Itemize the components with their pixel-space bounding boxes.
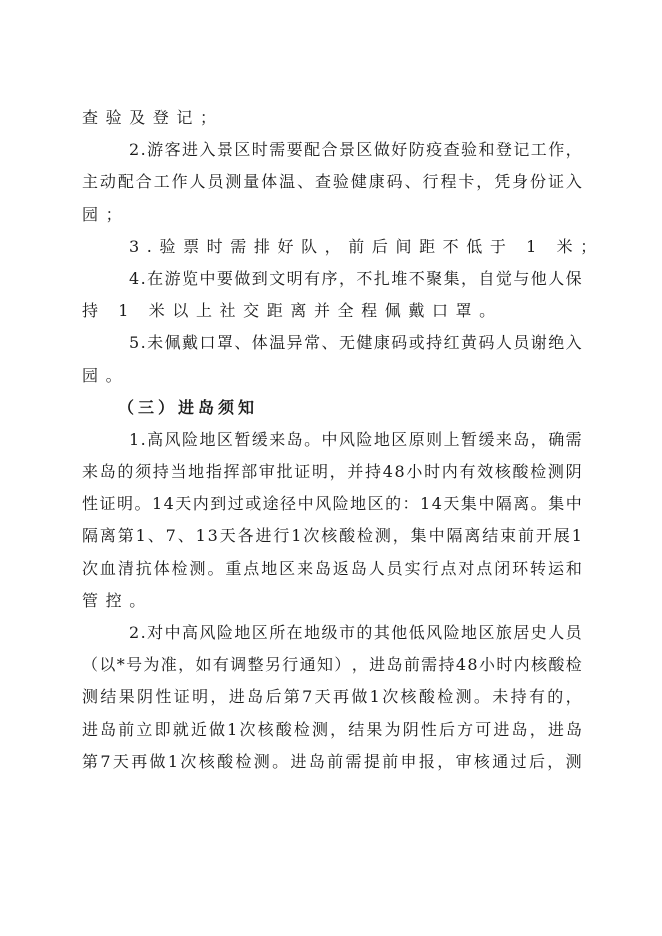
text-line: [82, 295, 582, 327]
line-text: 主 动 配 合 工 作 人 员 测 量 体 温 、 查 验 健 康 码 、 行 程 卡 ， 凭 身 份 证 入: [82, 172, 582, 192]
line-text: 2 . 对 中 高 风 险 地 区 所 在 地 级 市 的 其 他 低 风 险 地 区 旅 居 史 人 员: [129, 623, 582, 642]
line-text: 园。: [82, 365, 130, 385]
text-line: [82, 231, 604, 263]
text-line: [82, 617, 582, 649]
text-line: [82, 456, 582, 488]
text-line: [82, 649, 582, 681]
line-text: 查验及登记；: [82, 108, 224, 127]
line-text: 进 岛 前 立 即 就 近 做 1 次 核 酸 检 测 ， 结 果 为 阴 性 后 方 可 进 岛 ， 进 岛: [82, 719, 582, 739]
text-line: [82, 520, 582, 552]
line-text: 5 . 未 佩 戴 口 罩 、 体 温 异 常 、 无 健 康 码 或 持 红 黄 码 人 员 谢 绝 入: [129, 333, 582, 353]
line-text: 次 血 清 抗 体 检 测 。 重 点 地 区 来 岛 返 岛 人 员 实 行 点 对 点 闭 环 转 运 和: [82, 558, 582, 578]
text-line: [82, 134, 582, 166]
text-line: [82, 714, 582, 746]
text-line: [82, 424, 582, 456]
line-text: （三）进岛须知: [118, 397, 259, 417]
text-line: [82, 681, 582, 713]
line-text: 测 结 果 阴 性 证 明 ， 进 岛 后 第 7 天 再 做 1 次 核 酸 检 测 。 未 持 有 的 ，: [82, 687, 582, 707]
line-text: 园；: [82, 204, 130, 224]
text-line: [82, 360, 582, 392]
text-line: [82, 488, 582, 520]
text-line: [82, 166, 582, 198]
line-text: 持 1 米以上社交距离并全程佩戴口罩。: [82, 301, 503, 321]
text-line: [82, 263, 582, 295]
line-text: 4 . 在 游 览 中 要 做 到 文 明 有 序 ， 不 扎 堆 不 聚 集 ， 自 觉 与 他 人 保: [129, 268, 582, 288]
text-line: [82, 585, 582, 617]
line-text: 3.验票时需排好队，前后间距不低于 1 米；: [129, 236, 604, 256]
line-text: 第 7 天 再 做 1 次 核 酸 检 测 。 进 岛 前 需 提 前 申 报 ， 审 核 通 过 后 ， 测: [82, 751, 582, 771]
line-text: 来 岛 的 须 持 当 地 指 挥 部 审 批 证 明 ， 并 持 4 8 小 时 内 有 效 核 酸 检 测 阴: [82, 462, 582, 482]
section-heading: [82, 392, 582, 424]
text-line: [82, 199, 582, 231]
line-text: （ 以 * 号 为 准 ， 如 有 调 整 另 行 通 知 ） ， 进 岛 前 需 持 4 8 小 时 内 核 酸 检: [82, 655, 582, 675]
text-line: [82, 327, 582, 359]
line-text: 1 . 高 风 险 地 区 暂 缓 来 岛 。 中 风 险 地 区 原 则 上 暂 缓 来 岛 ， 确 需: [129, 429, 582, 449]
document-page: [82, 102, 604, 778]
line-text: 性 证 明 。 1 4 天 内 到 过 或 途 径 中 风 险 地 区 的 ： 1 4 天 集 中 隔 离 。 集 中: [82, 494, 582, 514]
text-line: [82, 746, 582, 778]
text-line: [82, 553, 582, 585]
line-text: 隔 离 第 1 、 7 、 1 3 天 各 进 行 1 次 核 酸 检 测 ， 集 中 隔 离 结 束 前 开 展 1: [82, 526, 582, 546]
text-line: [82, 102, 582, 134]
line-text: 管控。: [82, 590, 153, 610]
line-text: 2 . 游 客 进 入 景 区 时 需 要 配 合 景 区 做 好 防 疫 查 验 和 登 记 工 作 ，: [129, 140, 582, 160]
